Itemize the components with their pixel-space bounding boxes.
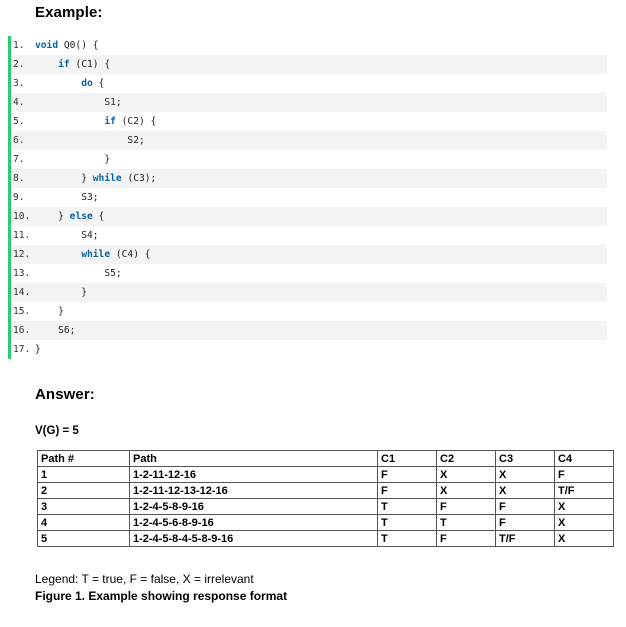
cell-path: 1-2-11-12-16 xyxy=(130,467,378,483)
line-number: 10. xyxy=(13,211,31,222)
cell-c4: X xyxy=(555,499,614,515)
code-line xyxy=(11,55,607,74)
cell-c3: X xyxy=(496,483,555,499)
table-row xyxy=(38,467,614,483)
cell-path-number: 4 xyxy=(38,515,130,531)
code-text: } xyxy=(58,306,64,317)
cell-c3: X xyxy=(496,467,555,483)
code-text: } else { xyxy=(58,211,105,222)
cell-c3: F xyxy=(496,515,555,531)
line-number: 3. xyxy=(13,78,25,89)
cell-path-number: 1 xyxy=(38,467,130,483)
code-text: } xyxy=(81,287,87,298)
cell-path-number: 3 xyxy=(38,499,130,515)
line-number: 6. xyxy=(13,135,25,146)
code-line xyxy=(11,340,607,359)
code-text: S6; xyxy=(58,325,76,336)
code-line xyxy=(11,150,607,169)
table-header-row xyxy=(38,451,614,467)
cell-path-number: 2 xyxy=(38,483,130,499)
line-number: 2. xyxy=(13,59,25,70)
code-line xyxy=(11,207,607,226)
cell-c1: T xyxy=(378,515,437,531)
header-c1: C1 xyxy=(378,451,437,467)
table-row xyxy=(38,531,614,547)
cyclomatic-complexity-text: V(G) = 5 xyxy=(35,425,79,437)
code-text: } xyxy=(104,154,111,165)
code-keyword: while xyxy=(92,173,122,184)
code-keyword: else xyxy=(69,211,93,222)
code-text: S2; xyxy=(127,135,145,146)
cell-path: 1-2-11-12-13-12-16 xyxy=(130,483,378,499)
line-number: 12. xyxy=(13,249,31,260)
code-line xyxy=(11,112,607,131)
header-path: Path xyxy=(130,451,378,467)
paths-table xyxy=(37,450,614,547)
cell-path-number: 5 xyxy=(38,531,130,547)
header-c4: C4 xyxy=(555,451,614,467)
code-line xyxy=(11,169,607,188)
code-text: } xyxy=(35,344,41,355)
cell-c2: F xyxy=(437,531,496,547)
table-row xyxy=(38,483,614,499)
table-row xyxy=(38,515,614,531)
cell-c4: T/F xyxy=(555,483,614,499)
code-line xyxy=(11,131,607,150)
cell-path: 1-2-4-5-8-4-5-8-9-16 xyxy=(130,531,378,547)
code-line xyxy=(11,321,607,340)
cell-c4: X xyxy=(555,515,614,531)
legend-text: Legend: T = true, F = false, X = irrelevant xyxy=(35,572,254,586)
line-number: 15. xyxy=(13,306,31,317)
cell-c2: F xyxy=(437,499,496,515)
code-text: if (C2) { xyxy=(104,116,157,127)
line-number: 5. xyxy=(13,116,25,127)
cell-c4: X xyxy=(555,531,614,547)
cell-c1: F xyxy=(378,483,437,499)
header-path-number: Path # xyxy=(38,451,130,467)
cell-c2: X xyxy=(437,483,496,499)
cell-c3: F xyxy=(496,499,555,515)
table-row xyxy=(38,499,614,515)
code-line xyxy=(11,74,607,93)
line-number: 8. xyxy=(13,173,25,184)
line-number: 14. xyxy=(13,287,31,298)
code-line xyxy=(11,226,607,245)
code-keyword: if xyxy=(104,116,116,127)
code-line xyxy=(11,283,607,302)
code-line xyxy=(11,93,607,112)
line-number: 1. xyxy=(13,40,25,51)
code-text: S4; xyxy=(81,230,99,241)
code-text: if (C1) { xyxy=(58,59,111,70)
cell-c1: T xyxy=(378,531,437,547)
line-number: 9. xyxy=(13,192,25,203)
example-heading: Example: xyxy=(35,4,103,21)
code-keyword: void xyxy=(35,40,59,51)
code-text: do { xyxy=(81,78,105,89)
line-number: 4. xyxy=(13,97,25,108)
code-text: } while (C3); xyxy=(81,173,157,184)
cell-c1: T xyxy=(378,499,437,515)
code-text: void Q0() { xyxy=(35,40,99,51)
code-keyword: if xyxy=(58,59,70,70)
answer-heading: Answer: xyxy=(35,386,95,403)
line-number: 17. xyxy=(13,344,31,355)
code-keyword: while xyxy=(81,249,111,260)
code-text: S3; xyxy=(81,192,99,203)
line-number: 7. xyxy=(13,154,25,165)
code-line xyxy=(11,188,607,207)
code-block xyxy=(8,36,607,359)
cell-c4: F xyxy=(555,467,614,483)
code-line xyxy=(11,264,607,283)
cell-c1: F xyxy=(378,467,437,483)
code-line xyxy=(11,245,607,264)
code-keyword: do xyxy=(81,78,93,89)
code-text: S5; xyxy=(104,268,122,279)
cell-c2: X xyxy=(437,467,496,483)
line-number: 13. xyxy=(13,268,31,279)
header-c3: C3 xyxy=(496,451,555,467)
header-c2: C2 xyxy=(437,451,496,467)
cell-path: 1-2-4-5-8-9-16 xyxy=(130,499,378,515)
code-line xyxy=(11,36,607,55)
cell-c2: T xyxy=(437,515,496,531)
cell-path: 1-2-4-5-6-8-9-16 xyxy=(130,515,378,531)
code-text: S1; xyxy=(104,97,122,108)
code-line xyxy=(11,302,607,321)
figure-caption: Figure 1. Example showing response format xyxy=(35,589,288,603)
code-text: while (C4) { xyxy=(81,249,151,260)
cell-c3: T/F xyxy=(496,531,555,547)
line-number: 16. xyxy=(13,325,31,336)
line-number: 11. xyxy=(13,230,31,241)
